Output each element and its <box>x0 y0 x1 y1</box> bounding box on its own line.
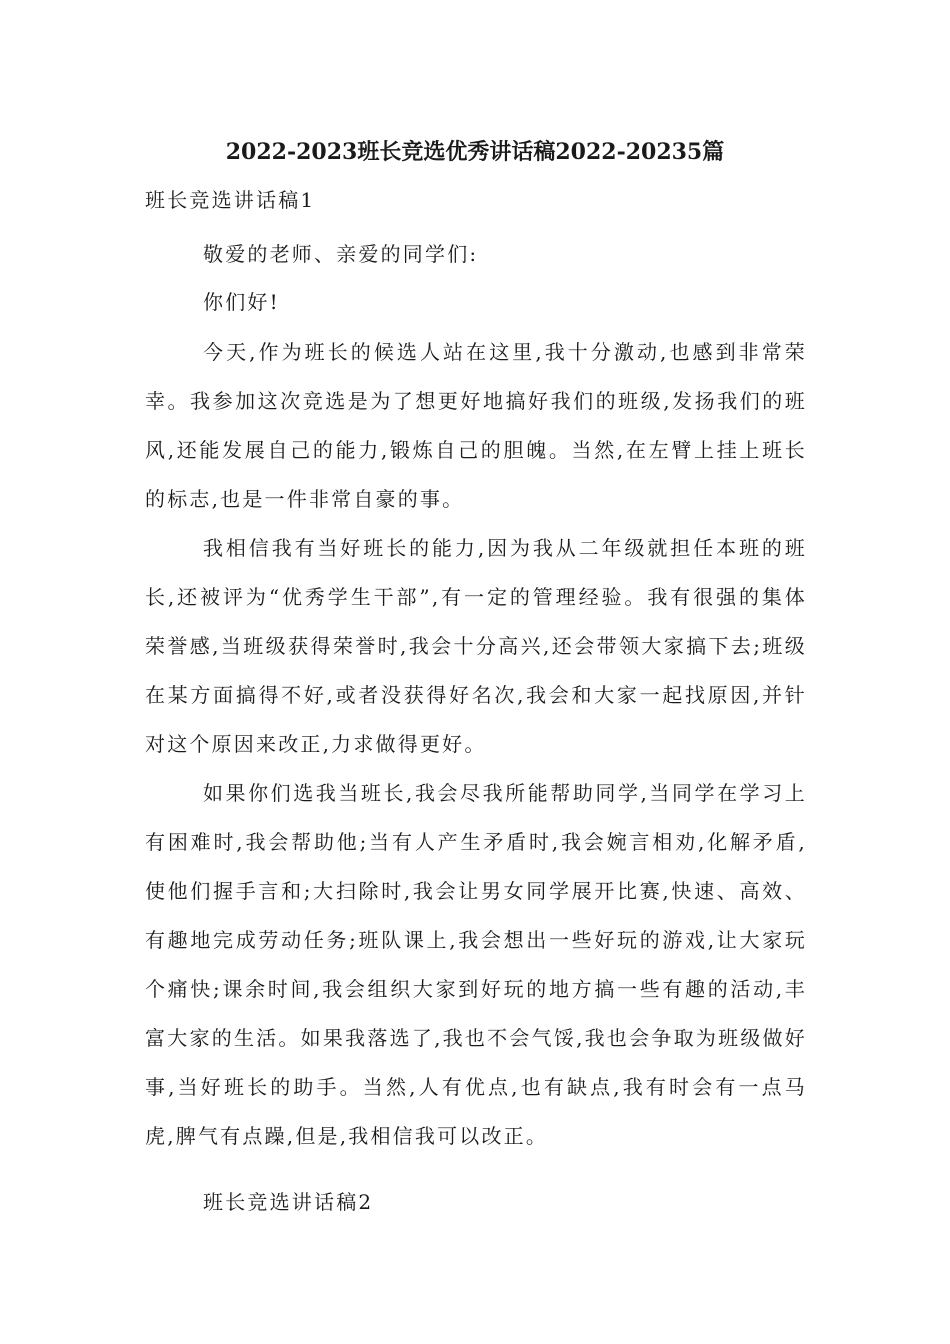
document-title: 2022-2023班长竞选优秀讲话稿2022-20235篇 <box>225 139 725 165</box>
greeting: 你们好! <box>203 290 280 314</box>
paragraph-2: 我相信我有当好班长的能力,因为我从二年级就担任本班的班长,还被评为“优秀学生干部”,有一定的管理经验。我有很强的集体荣誉感,当班级获得荣誉时,我会十分高兴,还会带领大家搞下去;班级在某方面搞得不好,或者没获得好名次,我会和大家一起找原因,并针对这个原因来改正,力求做得更好。 <box>145 536 807 756</box>
section-heading-1: 班长竞选讲话稿1 <box>145 188 316 212</box>
salutation: 敬爱的老师、亲爱的同学们: <box>203 242 479 266</box>
section-heading-2: 班长竞选讲话稿2 <box>203 1190 374 1214</box>
paragraph-3: 如果你们选我当班长,我会尽我所能帮助同学,当同学在学习上有困难时,我会帮助他;当有人产生矛盾时,我会婉言相劝,化解矛盾,使他们握手言和;大扫除时,我会让男女同学展开比赛,快速、高效、有趣地完成劳动任务;班队课上,我会想出一些好玩的游戏,让大家玩个痛快;课余时间,我会组织大家到好玩的地方搞一些有趣的活动,丰富大家的生活。如果我落选了,我也不会气馁,我也会争取为班级做好事,当好班长的助手。当然,人有优点,也有缺点,我有时会有一点马虎,脾气有点躁,但是,我相信我可以改正。 <box>145 781 807 1148</box>
paragraph-1: 今天,作为班长的候选人站在这里,我十分激动,也感到非常荣幸。我参加这次竞选是为了想更好地搞好我们的班级,发扬我们的班风,还能发展自己的能力,锻炼自己的胆魄。当然,在左臂上挂上班长的标志,也是一件非常自豪的事。 <box>145 340 807 511</box>
